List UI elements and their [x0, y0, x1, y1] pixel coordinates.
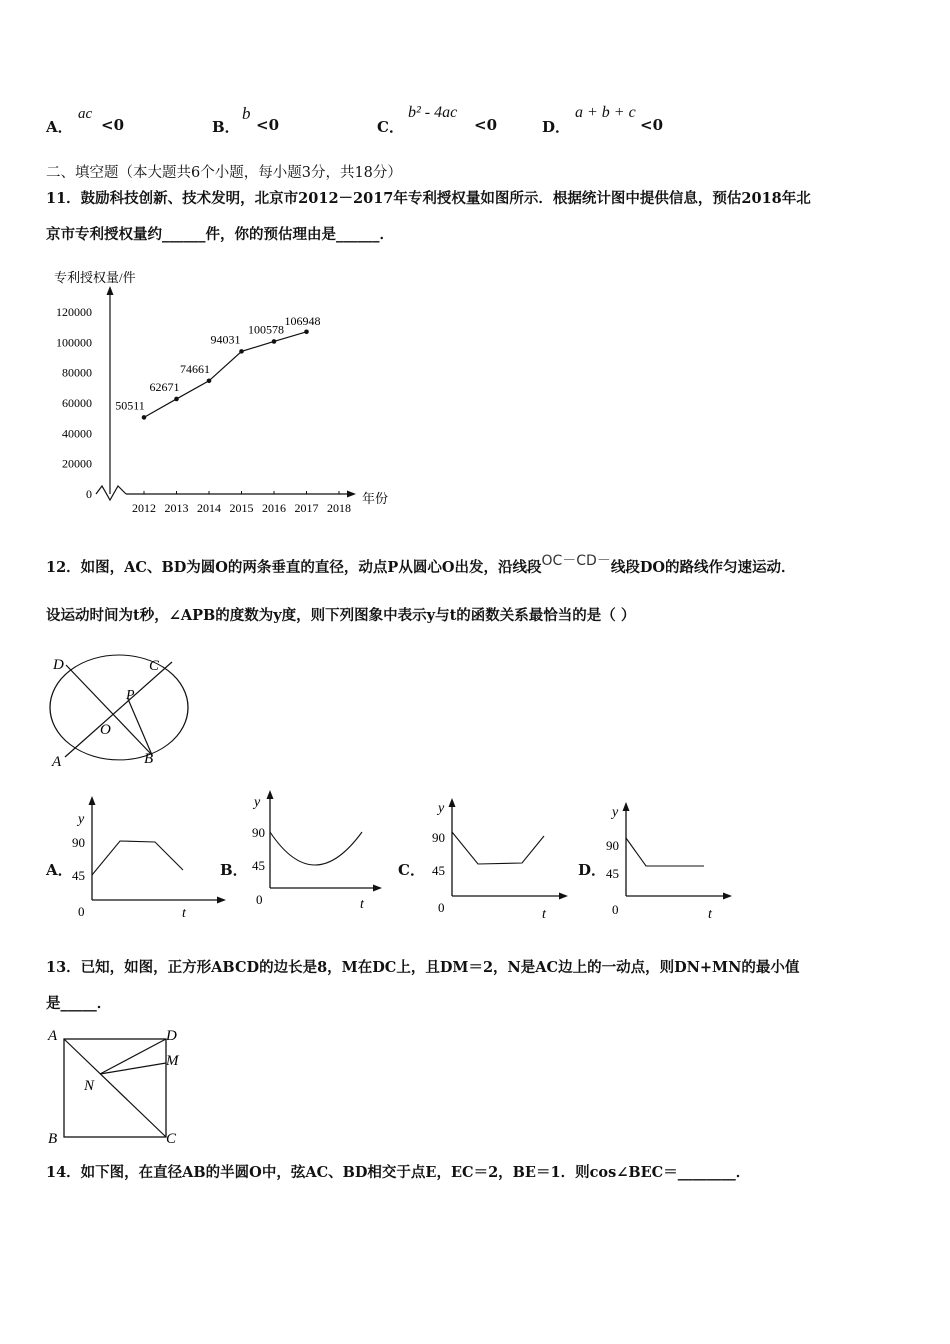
x-tick-labels: [132, 501, 351, 515]
label-a: A: [52, 754, 62, 770]
y-tick-80000: 80000: [62, 365, 92, 380]
graph-c-y-arrow: [449, 798, 456, 807]
q10-option-b-rel: <0: [256, 116, 280, 134]
graph-b-x-arrow: [373, 885, 382, 892]
label-c-sq: C: [166, 1131, 177, 1147]
data-label-2014: 74661: [180, 361, 210, 376]
diagonal-ac: [64, 1039, 166, 1137]
graph-a-t-letter: t: [182, 906, 186, 921]
data-point-2013: [174, 397, 179, 402]
q10-option-d-expr: a + b + c: [575, 104, 636, 121]
y-tick-100000: 100000: [56, 335, 92, 350]
graph-a-zero: 0: [78, 904, 85, 919]
data-point-2012: [142, 415, 147, 420]
x-tick-2013: 2013: [164, 501, 189, 515]
data-label-2017: 106948: [284, 313, 321, 328]
y-axis-arrow: [107, 286, 114, 295]
graph-c-label: C．: [398, 861, 425, 879]
graph-b-t-letter: t: [360, 897, 364, 912]
label-b-sq: B: [48, 1131, 58, 1147]
q13-square-figure: [40, 1022, 200, 1152]
data-point-2015: [239, 349, 244, 354]
graph-b-y-arrow: [267, 790, 274, 799]
graph-a: [70, 790, 230, 925]
q11-line1: 11．鼓励科技创新、技术发明，北京市2012－2017年专利授权量如图所示．根据统计图中提供信息，预估2018年北: [46, 190, 811, 207]
y-tick-0: 0: [86, 487, 92, 501]
graph-d-t-letter: t: [708, 907, 712, 922]
data-label-2016: 100578: [248, 322, 284, 337]
q10-option-c: C．: [377, 118, 404, 136]
graph-b: [244, 790, 404, 925]
graph-a-x-arrow: [217, 897, 226, 904]
label-o: O: [100, 722, 111, 738]
graph-d-tick-45: 45: [606, 866, 619, 881]
graph-a-tick-45: 45: [72, 868, 85, 883]
q14-text: 14．如下图，在直径AB的半圆O中，弦AC、BD相交于点E，EC＝2，BE＝1．则cos∠BEC＝________．: [46, 1164, 751, 1181]
graph-c-t-letter: t: [542, 907, 546, 922]
y-tick-120000: 120000: [56, 305, 92, 319]
x-tick-2014: 2014: [197, 501, 221, 515]
q12-line2: 设运动时间为t秒，∠APB的度数为y度，则下列图象中表示y与t的函数关系最恰当的是（ ）: [46, 607, 636, 624]
q10-option-b-expr: b: [242, 104, 251, 123]
x-tick-2015: 2015: [229, 501, 254, 515]
chart-xlabel: 年份: [362, 491, 389, 506]
graph-d-tick-90: 90: [606, 838, 619, 853]
q10-options: [46, 104, 746, 136]
graph-b-tick-45: 45: [252, 858, 265, 873]
q12-line1-b: 线段DO的路线作匀速运动．: [610, 559, 796, 576]
q10-option-c-rel: <0: [474, 116, 498, 134]
q12-circle-figure: [40, 652, 200, 772]
label-m-sq: M: [166, 1053, 179, 1069]
graph-d-x-arrow: [723, 893, 732, 900]
q13-line2: 是_____．: [46, 995, 112, 1012]
data-labels: [115, 314, 320, 413]
q10-option-a-rel: <0: [101, 116, 125, 134]
graph-c-zero: 0: [438, 900, 445, 915]
diameter-ac: [65, 662, 172, 757]
graph-d-zero: 0: [612, 902, 619, 917]
axis-break-zigzag: [96, 486, 126, 500]
q13-line1: 13．已知，如图，正方形ABCD的边长是8，M在DC上，且DM＝2，N是AC边上的一动点，则DN+MN的最小值: [46, 959, 800, 976]
q12-line1-a: 12．如图，AC、BD为圆O的两条垂直的直径，动点P从圆心O出发，沿线段: [46, 559, 542, 576]
y-tick-60000: 60000: [62, 396, 92, 410]
label-d-sq: D: [166, 1028, 177, 1044]
y-tick-labels: [56, 305, 92, 501]
graph-b-label: B．: [220, 861, 248, 879]
graph-d: [602, 790, 762, 925]
graph-c-curve: [452, 832, 544, 864]
x-tick-2012: 2012: [132, 501, 156, 515]
q10-option-d: D．: [542, 118, 571, 136]
q10-option-b: B．: [212, 118, 240, 136]
q10-option-d-rel: <0: [640, 116, 664, 134]
data-point-2014: [207, 378, 212, 383]
section2-title: 二、填空题（本大题共6个小题，每小题3分，共18分）: [46, 165, 402, 181]
graph-c-x-arrow: [559, 893, 568, 900]
graph-d-y-letter: y: [612, 805, 619, 820]
y-tick-40000: 40000: [62, 426, 92, 441]
label-p: P: [126, 688, 135, 703]
data-label-2012: 50511: [115, 398, 145, 413]
graph-a-tick-90: 90: [72, 835, 85, 850]
graph-c: [422, 790, 582, 925]
graph-a-y-letter: y: [78, 812, 85, 827]
graph-b-curve: [270, 832, 362, 865]
label-n-sq: N: [84, 1078, 95, 1094]
label-a-sq: A: [48, 1028, 58, 1044]
patent-line-chart: [40, 262, 400, 522]
diameter-bd: [66, 665, 152, 755]
graph-a-curve: [92, 841, 183, 875]
q10-option-a: A．: [46, 118, 73, 136]
x-tick-2017: 2017: [294, 501, 319, 515]
graph-b-tick-90: 90: [252, 825, 265, 840]
graph-d-label: D．: [578, 861, 607, 879]
data-label-2013: 62671: [149, 379, 180, 394]
q12-graph-options: [40, 790, 760, 925]
label-c: C: [149, 658, 160, 674]
y-tick-20000: 20000: [62, 456, 92, 471]
graph-c-tick-45: 45: [432, 863, 445, 878]
graph-d-y-arrow: [623, 802, 630, 811]
graph-c-tick-90: 90: [432, 830, 445, 845]
x-tick-2016: 2016: [262, 501, 286, 515]
graph-d-curve: [626, 838, 704, 866]
x-axis-arrow: [347, 491, 356, 498]
graph-a-y-arrow: [89, 796, 96, 805]
data-label-2015: 94031: [210, 332, 241, 347]
q12-path-expr: OC－CD－: [541, 553, 611, 569]
data-point-2016: [272, 339, 277, 344]
graph-a-label: A．: [46, 861, 73, 879]
segment-pb: [128, 699, 152, 755]
label-b: B: [144, 751, 154, 767]
chart-ylabel: 专利授权量/件: [54, 270, 136, 285]
q11-line2: 京市专利授权量约______件，你的预估理由是______．: [46, 226, 394, 243]
q10-option-a-expr: ac: [78, 106, 93, 122]
label-d: D: [53, 657, 64, 673]
q10-option-c-expr: b² - 4ac: [408, 104, 458, 121]
x-tick-2018: 2018: [327, 501, 351, 515]
data-point-2017: [304, 329, 309, 334]
graph-c-y-letter: y: [438, 801, 445, 816]
q12-line1: [46, 553, 796, 577]
graph-b-zero: 0: [256, 892, 263, 907]
graph-b-y-letter: y: [254, 795, 261, 810]
